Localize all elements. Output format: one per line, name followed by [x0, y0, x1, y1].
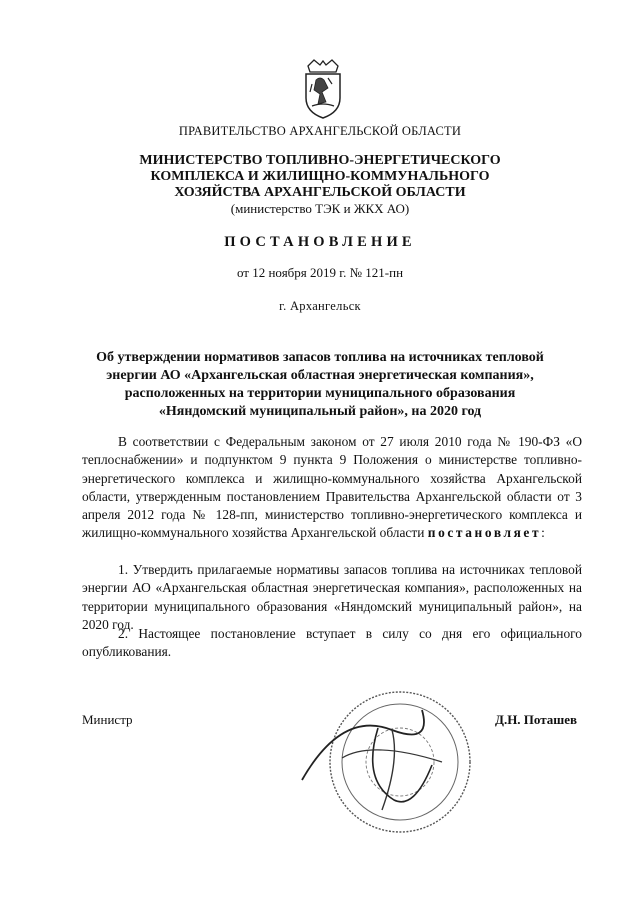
subject-line: «Няндомский муниципальный район», на 2020 год — [158, 404, 482, 419]
subject-line: энергии АО «Архангельская областная энергетическая компания», — [106, 368, 534, 383]
ministry-short-name: (министерство ТЭК и ЖКХ АО) — [230, 201, 410, 216]
coat-of-arms-icon — [298, 58, 348, 120]
subject-line: расположенных на территории муниципального образования — [124, 386, 516, 401]
subject-line: Об утверждении нормативов запасов топлива на источниках тепловой — [96, 350, 544, 365]
signatory-name: Д.Н. Поташев — [495, 712, 578, 727]
preamble-text: В соответствии с Федеральным законом от 27 июля 2010 года № 190-ФЗ «О теплоснабжении» и подпунктом 9 пункта 9 Положения о министерстве топливно-энергетического комплекса и жилищно-коммунального хозяйства Архангельской области, утвержденным постановлением Правительства Архангельской области от 3 апреля 2012 года № 128-пп, министерство топливно-энергетического комплекса и жилищно-коммунального хозяйства Архангельской области — [82, 434, 582, 541]
document-type-title: ПОСТАНОВЛЕНИЕ — [224, 234, 416, 250]
clause-1: 1. Утвердить прилагаемые нормативы запасов топлива на источниках тепловой энергии АО «Архангельская областная энергетическая компания», расположенных на территории муниципального образования «Няндомский муниципальный район», на 2020 год. — [82, 562, 582, 632]
official-seal-icon — [282, 670, 494, 860]
decree-subject — [0, 349, 640, 421]
ministry-line: КОМПЛЕКСА И ЖИЛИЩНО-КОММУНАЛЬНОГО — [150, 169, 490, 184]
decree-date-number: от 12 ноября 2019 г. № 121-пн — [236, 265, 404, 280]
government-name: ПРАВИТЕЛЬСТВО АРХАНГЕЛЬСКОЙ ОБЛАСТИ — [178, 124, 462, 138]
resolves-word: постановляет — [427, 525, 542, 541]
ministry-name — [0, 153, 640, 217]
preamble-paragraph — [82, 433, 582, 543]
decree-city: г. Архангельск — [279, 299, 361, 313]
preamble-colon: : — [541, 525, 545, 541]
signatory-position: Министр — [82, 712, 133, 727]
ministry-line: ХОЗЯЙСТВА АРХАНГЕЛЬСКОЙ ОБЛАСТИ — [174, 185, 466, 200]
ministry-line: МИНИСТЕРСТВО ТОПЛИВНО-ЭНЕРГЕТИЧЕСКОГО — [139, 153, 501, 168]
clause-2: 2. Настоящее постановление вступает в силу со дня его официального опубликования. — [82, 626, 582, 660]
